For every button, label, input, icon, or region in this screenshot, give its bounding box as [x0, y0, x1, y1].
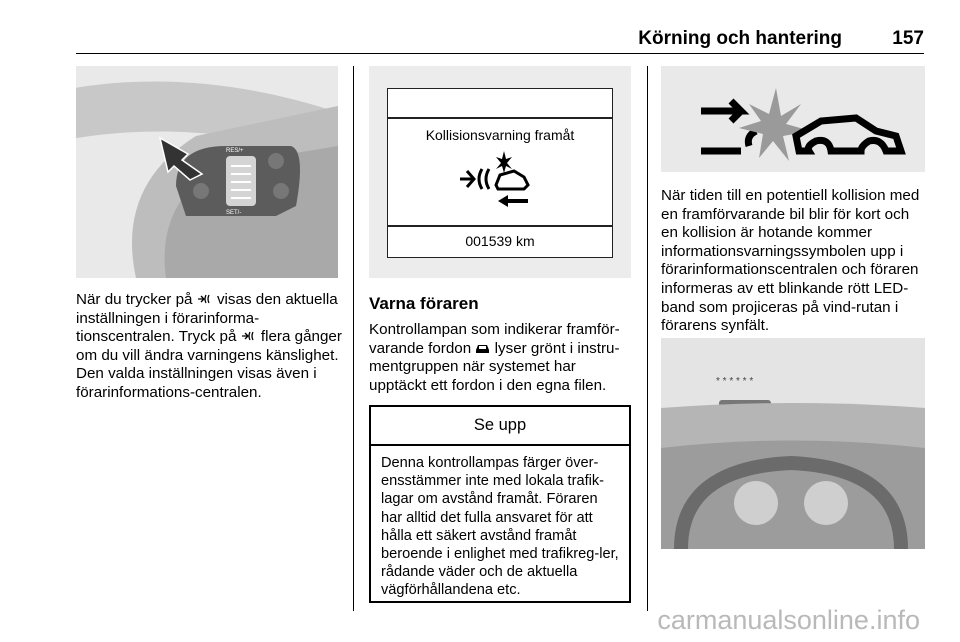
col2-p1: Kontrollampan som indikerar framför-varande fordon [369, 321, 620, 357]
res-label: RES/+ [226, 148, 244, 154]
collision-warning-icon [241, 329, 257, 343]
col1-p2: visas den aktuella inställningen i förarinforma-tionscentralen. Tryck på [76, 291, 338, 346]
col1-p1: När du trycker på [76, 291, 193, 308]
car-icon [475, 342, 490, 355]
col1-p3: flera gånger om du vill ändra varningens känslighet. Den valda inställningen visas även i förarinformations-centralen. [76, 328, 342, 401]
set-label: SET/- [226, 210, 242, 216]
column-divider-2 [647, 66, 648, 611]
column1-text [76, 291, 344, 403]
collision-warning-icon [458, 151, 548, 211]
column-divider-1 [353, 66, 354, 611]
section-heading: Varna föraren [369, 294, 479, 313]
steering-wheel-figure [76, 66, 338, 278]
caution-title: Se upp [371, 407, 629, 446]
col2-p2: lyser grönt i instru-mentgruppen när systemet har upptäckt ett fordon i den egna filen. [369, 339, 620, 394]
display-screen [387, 88, 613, 258]
header-rule [76, 53, 924, 54]
page-header [0, 0, 960, 52]
led-band-figure [661, 338, 925, 549]
svg-text:* * * * * *: * * * * * * [716, 376, 754, 387]
collision-figure [661, 66, 925, 172]
caution-body: Denna kontrollampas färger över-ensstämmer inte med lokala trafik-lagar om avstånd framåt. Föraren har alltid det fulla ansvaret för att hålla ett säkert avstånd framåt beroende i enlighet med trafikreg-ler, rådande väder och de aktuella vägförhållandena etc. [381, 455, 619, 599]
watermark: carmanualsonline.info [657, 605, 920, 635]
collision-warning-icon [197, 292, 213, 306]
section-title: Körning och hantering [638, 28, 842, 49]
page-number: 157 [892, 28, 924, 49]
display-title: Kollisionsvarning framåt [425, 127, 575, 143]
display-figure [369, 66, 631, 278]
odometer: 001539 km [465, 233, 535, 249]
column2-text [369, 321, 637, 395]
column3-text: När tiden till en potentiell kollision med en framförvarande bil blir för kort och en kollision är hotande kommer informationsvarningssymbolen upp i förarinformationscentralen och föraren informeras av ett blinkande rött LED-band som projiceras på vind-rutan i förarens synfält. [661, 187, 920, 335]
caution-box [369, 405, 631, 603]
